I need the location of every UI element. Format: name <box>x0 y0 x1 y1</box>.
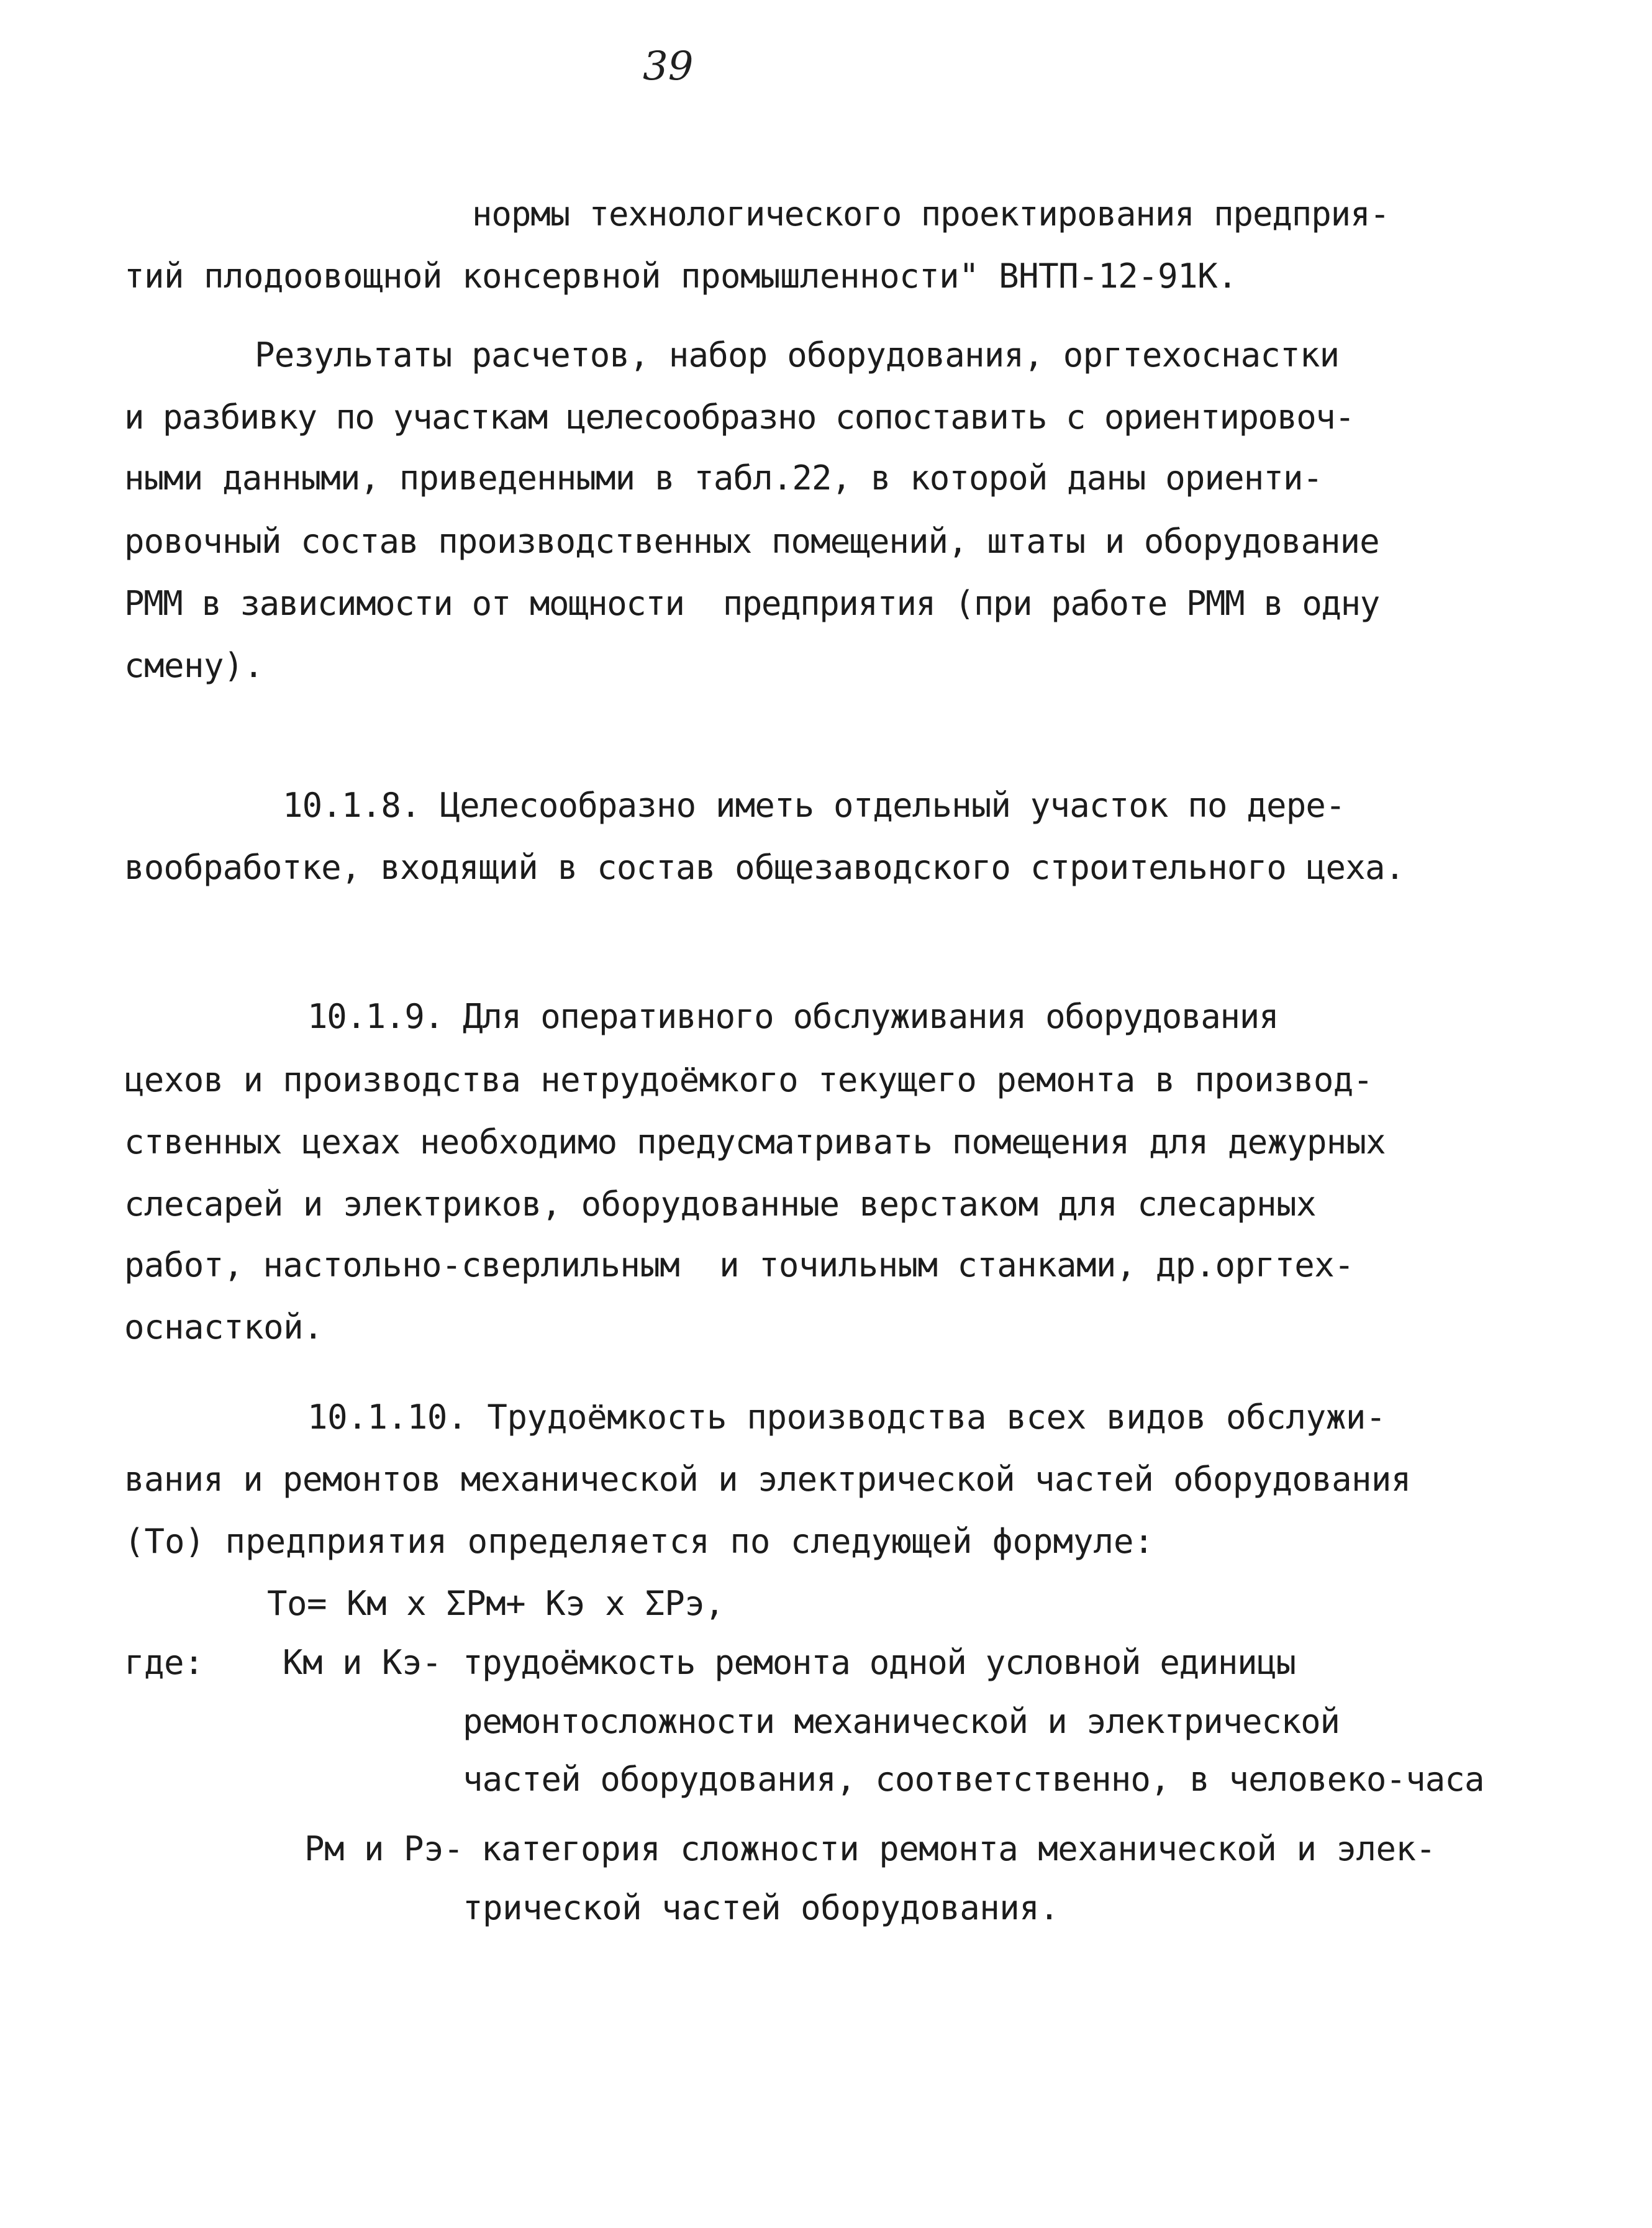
text-line: смену). <box>124 646 264 685</box>
text-line: оснасткой. <box>124 1307 324 1347</box>
text-line: (То) предприятия определяется по следующей формуле: <box>124 1522 1155 1561</box>
text-line: вообработке, входящий в состав общезаводского строительного цеха. <box>124 848 1405 887</box>
definition-term: Км и Кэ- <box>283 1643 442 1682</box>
text-line: РММ в зависимости от мощности предприятия (при работе РММ в одну <box>124 584 1379 623</box>
text-line: ровочный состав производственных помещений, штаты и оборудование <box>124 522 1379 561</box>
text-line: ственных цехах необходимо предусматривать помещения для дежурных <box>124 1122 1386 1162</box>
text-line: 10.1.9. Для оперативного обслуживания оборудования <box>307 997 1279 1036</box>
text-line: нормы технологического проектирования предприя- <box>472 194 1389 234</box>
text-line: работ, настольно-сверлильным и точильным станками, др.оргтех- <box>124 1245 1355 1285</box>
text-line: 10.1.10. Трудоёмкость производства всех видов обслужи- <box>307 1398 1386 1437</box>
text-line: и разбивку по участкам целесообразно сопоставить с ориентировоч- <box>124 398 1355 437</box>
text-line: вания и ремонтов механической и электрической частей оборудования <box>124 1460 1411 1499</box>
definition-text: категория сложности ремонта механической и элек- <box>481 1829 1436 1868</box>
text-line: тий плодоовощной консервной промышленности" ВНТП-12-91К. <box>124 257 1238 296</box>
definition-text: ремонтосложности механической и электрической <box>463 1702 1340 1741</box>
definition-text: трудоёмкость ремонта одной условной единицы <box>463 1643 1296 1682</box>
text-line: цехов и производства нетрудоёмкого текущего ремонта в производ- <box>124 1060 1373 1099</box>
text-line: Результаты расчетов, набор оборудования, оргтехоснастки <box>255 335 1340 375</box>
definition-text: частей оборудования, соответственно, в человеко-часа <box>463 1760 1484 1799</box>
text-line: 10.1.8. Целесообразно иметь отдельный участок по дере- <box>283 786 1345 825</box>
definition-term: Рм и Рэ- <box>304 1829 464 1868</box>
formula: То= Км х ΣРм+ Кэ х ΣРэ, <box>267 1584 725 1623</box>
where-label: где: <box>124 1643 204 1682</box>
page-number: 39 <box>643 43 694 89</box>
text-line: ными данными, приведенными в табл.22, в которой даны ориенти- <box>124 458 1323 498</box>
definition-text: трической частей оборудования. <box>463 1888 1060 1927</box>
text-line: слесарей и электриков, оборудованные верстаком для слесарных <box>124 1184 1317 1224</box>
